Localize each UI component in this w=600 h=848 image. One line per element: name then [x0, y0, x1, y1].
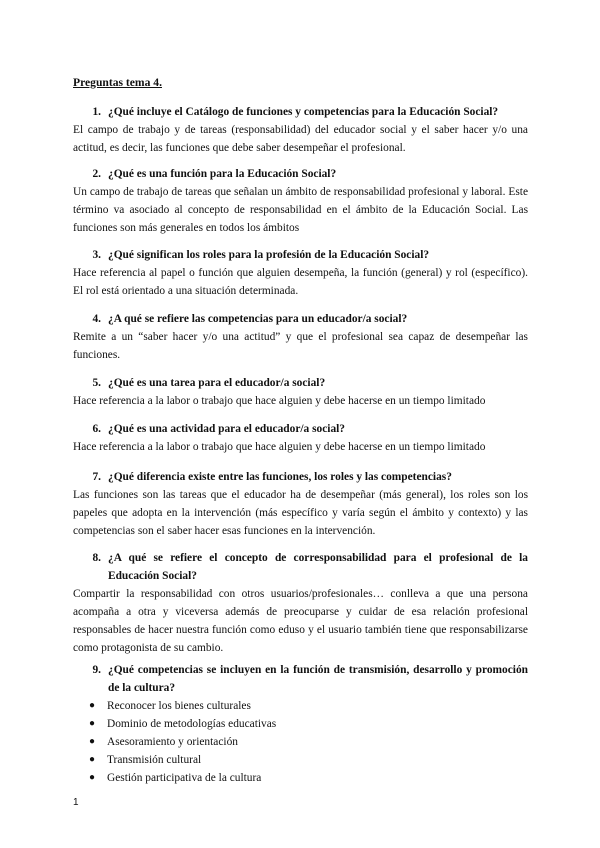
question-text: ¿Qué diferencia existe entre las funciones, los roles y las competencias?	[108, 471, 452, 483]
question-1	[73, 103, 528, 157]
question-heading	[73, 246, 528, 264]
question-8	[73, 549, 528, 657]
question-number: 4.	[92, 313, 101, 325]
question-9	[73, 661, 528, 787]
question-text: ¿Qué es una actividad para el educador/a social?	[108, 423, 345, 435]
question-heading	[73, 310, 528, 328]
question-heading	[73, 420, 528, 438]
list-item	[73, 715, 528, 733]
question-6	[73, 420, 528, 456]
answer-text: El campo de trabajo y de tareas (responsabilidad) del educador social y el saber hacer y/o una actitud, es decir, las funciones que debe saber desempeñar el profesional.	[73, 124, 528, 154]
question-number: 9.	[92, 664, 101, 676]
question-number: 5.	[92, 377, 101, 389]
question-text: ¿Qué es una función para la Educación Social?	[108, 168, 337, 180]
list-item-text: Reconocer los bienes culturales	[107, 700, 251, 712]
list-item-text: Asesoramiento y orientación	[107, 736, 238, 748]
question-text: ¿A qué se refiere las competencias para un educador/a social?	[108, 313, 408, 325]
question-heading	[73, 165, 528, 183]
question-number: 7.	[92, 471, 101, 483]
question-2	[73, 165, 528, 237]
question-text: ¿Qué significan los roles para la profesión de la Educación Social?	[108, 249, 430, 261]
question-number: 1.	[92, 106, 101, 118]
question-5	[73, 374, 528, 410]
question-text: ¿Qué incluye el Catálogo de funciones y competencias para la Educación Social?	[108, 106, 499, 118]
answer-text: Las funciones son las tareas que el educador ha de desempeñar (más general), los roles son los papeles que adopta en la intervención (más específico y varía según el ámbito y contexto) y las competencias son el saber hacer esas funciones en la intervención.	[73, 489, 528, 537]
list-item	[73, 769, 528, 787]
bullet-icon: ●	[89, 700, 96, 711]
question-text: ¿Qué es una tarea para el educador/a social?	[108, 377, 326, 389]
answer-text: Remite a un “saber hacer y/o una actitud” y que el profesional sea capaz de desempeñar las funciones.	[73, 331, 528, 361]
bullet-icon: ●	[89, 754, 96, 765]
question-heading	[73, 549, 528, 585]
question-number: 6.	[92, 423, 101, 435]
question-heading	[73, 374, 528, 392]
bullet-list	[73, 697, 528, 787]
page-number: 1	[73, 797, 79, 808]
list-item-text: Transmisión cultural	[107, 754, 202, 766]
list-item	[73, 751, 528, 769]
question-3	[73, 246, 528, 300]
bullet-icon: ●	[89, 772, 96, 783]
question-number: 2.	[92, 168, 101, 180]
answer-text: Hace referencia al papel o función que alguien desempeña, la función (general) y rol (específico). El rol está orientado a una situación determinada.	[73, 267, 528, 297]
list-item	[73, 733, 528, 751]
question-number: 3.	[92, 249, 101, 261]
list-item-text: Gestión participativa de la cultura	[107, 772, 262, 784]
question-7	[73, 468, 528, 540]
bullet-icon: ●	[89, 718, 96, 729]
question-number: 8.	[92, 552, 101, 564]
page-title: Preguntas tema 4.	[73, 76, 162, 89]
answer-text: Un campo de trabajo de tareas que señalan un ámbito de responsabilidad profesional y laboral. Este término va asociado al concepto de responsabilidad en el ámbito de la Educación Social. Las funciones son más generales en todos los ámbitos	[73, 186, 528, 234]
answer-text: Hace referencia a la labor o trabajo que hace alguien y debe hacerse en un tiempo limitado	[73, 395, 486, 407]
bullet-icon: ●	[89, 736, 96, 747]
list-item-text: Dominio de metodologías educativas	[107, 718, 277, 730]
question-heading	[73, 468, 528, 486]
question-heading	[73, 103, 528, 121]
question-text: ¿Qué competencias se incluyen en la función de transmisión, desarrollo y promoción de la cultura?	[108, 664, 528, 694]
answer-text: Compartir la responsabilidad con otros usuarios/profesionales… conlleva a que una persona acompaña a otra y viceversa además de preocuparse y cuidar de esa relación profesional responsables de hacer nuestra función como eduso y el usuario también tiene que responsabilizarse como protagonista de su cambio.	[73, 588, 528, 654]
answer-text: Hace referencia a la labor o trabajo que hace alguien y debe hacerse en un tiempo limitado	[73, 441, 486, 453]
question-heading	[73, 661, 528, 697]
list-item	[73, 697, 528, 715]
question-text: ¿A qué se refiere el concepto de corresponsabilidad para el profesional de la Educación Social?	[108, 552, 528, 582]
question-4	[73, 310, 528, 364]
